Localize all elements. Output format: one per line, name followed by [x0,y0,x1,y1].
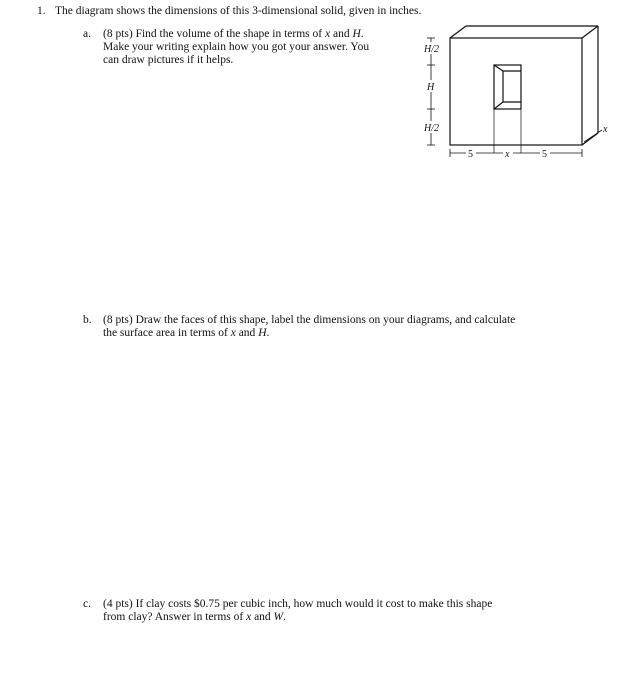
front-face [450,38,582,145]
top-right-edge [582,26,598,38]
part-b-line2-pre: the surface area in terms of [103,327,228,339]
part-a-line-2: Make your writing explain how you got your answer. You [103,41,370,53]
var-x: x [230,327,236,339]
solid-diagram [412,20,612,170]
part-c-line-2 [103,611,492,624]
var-h: H [258,327,267,339]
part-a-line-3: can draw pictures if it helps. [103,54,234,66]
var-x: x [246,611,252,623]
label-x-depth: x [603,124,608,135]
label-five-left: 5 [468,149,473,160]
hole-inner-top-left [494,65,503,71]
question-prompt: The diagram shows the dimensions of this 3-dimensional solid, given in inches. [55,5,422,17]
part-c-line-1 [103,598,492,611]
part-b-label: b. [83,314,92,326]
part-a-line1-pre: Find the volume of the shape in terms of [135,28,323,40]
label-half-h-bottom: H/2 [424,123,439,134]
part-a-label: a. [83,28,91,40]
part-a-text [103,28,369,67]
var-x: x [325,28,331,40]
part-a-points: (8 pts) [103,28,133,40]
part-c-text [103,598,492,624]
part-c-line1: If clay costs $0.75 per cubic inch, how much would it cost to make this shape [135,598,493,610]
label-five-right: 5 [542,149,547,160]
part-c-label: c. [83,598,91,610]
part-b-line-1 [103,314,515,327]
var-h: H [352,28,361,40]
part-c-period: . [283,611,287,623]
part-b-and: and [238,327,256,339]
label-x-width: x [505,149,510,160]
part-a-and: and [332,28,350,40]
top-left-edge [450,26,466,38]
question-number: 1. [37,5,46,17]
part-c-and: and [254,611,271,623]
solid-diagram-svg [412,20,612,170]
part-b-points: (8 pts) [103,314,133,326]
label-half-h-top: H/2 [424,44,439,55]
label-h: H [427,82,435,93]
part-b-period: . [266,327,270,339]
part-b-line1: Draw the faces of this shape, label the dimensions on your diagrams, and calculate [135,314,516,326]
var-w: W [273,611,284,623]
part-b-text [103,314,515,340]
hole-inner-bottom-left [494,102,503,109]
part-c-line2-pre: from clay? Answer in terms of [103,611,244,623]
bottom-right-edge [582,133,598,145]
part-b-line-2 [103,327,515,340]
part-c-points: (4 pts) [103,598,133,610]
part-a-line-1 [103,28,369,41]
part-a-period: . [360,28,364,40]
depth-dimension-line [584,130,602,142]
